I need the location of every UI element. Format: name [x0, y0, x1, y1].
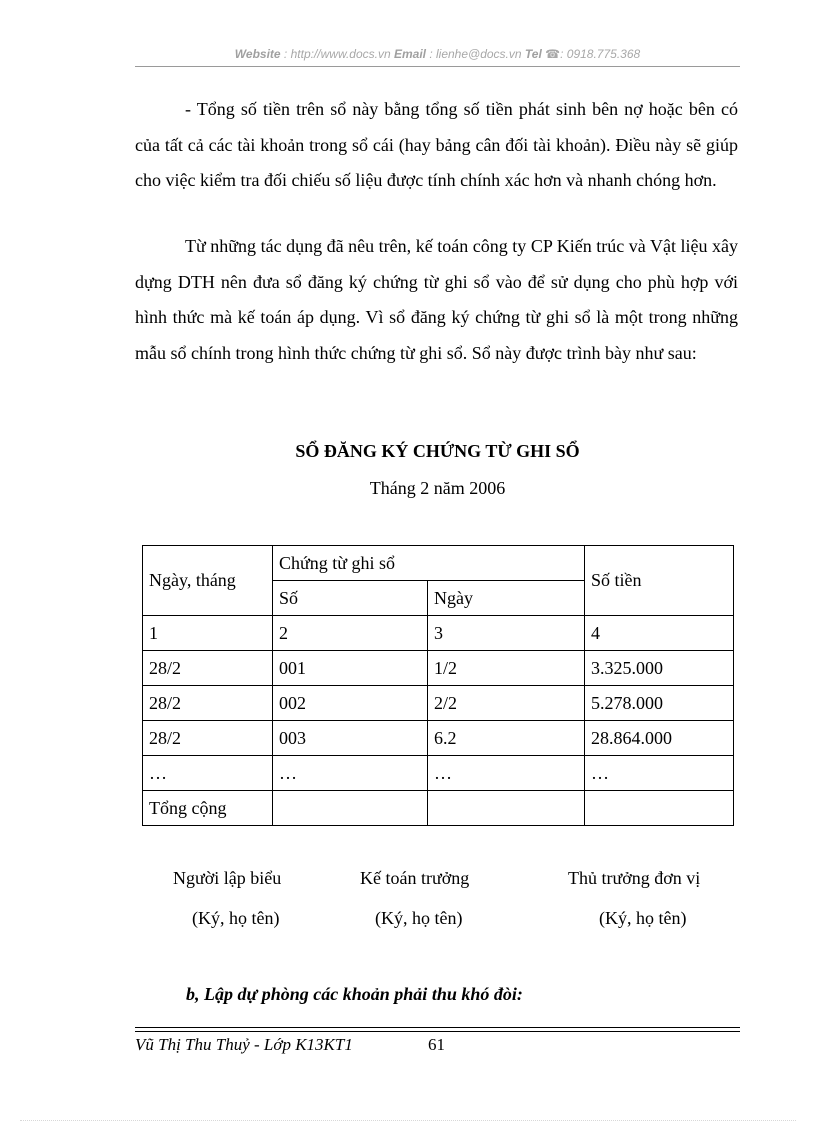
phone-icon: ☎ — [545, 47, 561, 61]
header-rule — [135, 66, 740, 67]
table-cell — [428, 791, 585, 826]
signature-preparer-note: (Ký, họ tên) — [192, 908, 280, 928]
total-label: Tổng cộng — [143, 791, 273, 826]
signature-director-role: Thủ trưởng đơn vị — [568, 868, 701, 888]
register-subtitle: Tháng 2 năm 2006 — [369, 478, 506, 498]
table-cell: 3 — [428, 616, 585, 651]
header-amount: Số tiền — [585, 546, 734, 616]
table-row — [143, 651, 734, 686]
table-cell: … — [428, 756, 585, 791]
footer-author: Vũ Thị Thu Thuỷ - Lớp K13KT1 — [135, 1035, 353, 1054]
register-title: SỔ ĐĂNG KÝ CHỨNG TỪ GHI SỔ — [295, 441, 580, 461]
footer-rule — [135, 1031, 740, 1032]
header-voucher-no: Số — [273, 581, 428, 616]
table-cell: 28.864.000 — [585, 721, 734, 756]
table-cell: 2/2 — [428, 686, 585, 721]
table-cell: 002 — [273, 686, 428, 721]
table-cell: 5.278.000 — [585, 686, 734, 721]
table-cell: … — [273, 756, 428, 791]
signature-director-note: (Ký, họ tên) — [599, 908, 687, 928]
table-cell: 4 — [585, 616, 734, 651]
website-value: : http://www.docs.vn — [280, 47, 394, 61]
email-value: : lienhe@docs.vn — [426, 47, 525, 61]
page-header — [135, 47, 740, 65]
page-edge-divider — [20, 1120, 796, 1121]
register-table — [142, 545, 734, 826]
table-row — [143, 721, 734, 756]
paragraph-usage: Từ những tác dụng đã nêu trên, kế toán công ty CP Kiến trúc và Vật liệu xây dựng DTH nên đưa sổ đăng ký chứng từ ghi sổ vào để sử dụng cho phù hợp với hình thức mà kế toán áp dụng. Vì sổ đăng ký chứng từ ghi sổ là một trong những mẫu sổ chính trong hình thức chứng từ ghi sổ. Sổ này được trình bày như sau: — [135, 236, 738, 363]
table-cell: … — [585, 756, 734, 791]
table-cell: 28/2 — [143, 721, 273, 756]
table-cell: 3.325.000 — [585, 651, 734, 686]
table-cell: 28/2 — [143, 651, 273, 686]
tel-value: : 0918.775.368 — [560, 47, 641, 61]
table-cell — [585, 791, 734, 826]
signature-chief-accountant-role: Kế toán trưởng — [360, 868, 470, 888]
website-label: Website — [234, 47, 281, 61]
table-header-row — [143, 546, 734, 581]
header-voucher-group: Chứng từ ghi sổ — [273, 546, 585, 581]
table-cell: 003 — [273, 721, 428, 756]
table-cell: 2 — [273, 616, 428, 651]
table-cell: 001 — [273, 651, 428, 686]
paragraph-total-amount: - Tổng số tiền trên sổ này bằng tổng số tiền phát sinh bên nợ hoặc bên có của tất cả các tài khoản trong sổ cái (hay bảng cân đối tài khoản). Điều này sẽ giúp cho việc kiểm tra đối chiếu số liệu được tính chính xác hơn và nhanh chóng hơn. — [135, 99, 738, 190]
signature-preparer-role: Người lập biểu — [173, 868, 282, 888]
table-cell: … — [143, 756, 273, 791]
section-heading: b, Lập dự phòng các khoản phải thu khó đòi: — [186, 984, 523, 1004]
header-date: Ngày, tháng — [143, 546, 273, 616]
table-row — [143, 686, 734, 721]
table-cell: 1 — [143, 616, 273, 651]
table-row — [143, 756, 734, 791]
email-label: Email — [393, 47, 426, 61]
tel-label: Tel — [524, 47, 542, 61]
header-voucher-date: Ngày — [428, 581, 585, 616]
table-cell: 28/2 — [143, 686, 273, 721]
table-cell: 1/2 — [428, 651, 585, 686]
table-cell — [273, 791, 428, 826]
table-total-row — [143, 791, 734, 826]
table-row — [143, 616, 734, 651]
table-cell: 6.2 — [428, 721, 585, 756]
footer-rule — [135, 1027, 740, 1028]
signature-chief-accountant-note: (Ký, họ tên) — [375, 908, 463, 928]
page-number: 61 — [428, 1035, 445, 1054]
